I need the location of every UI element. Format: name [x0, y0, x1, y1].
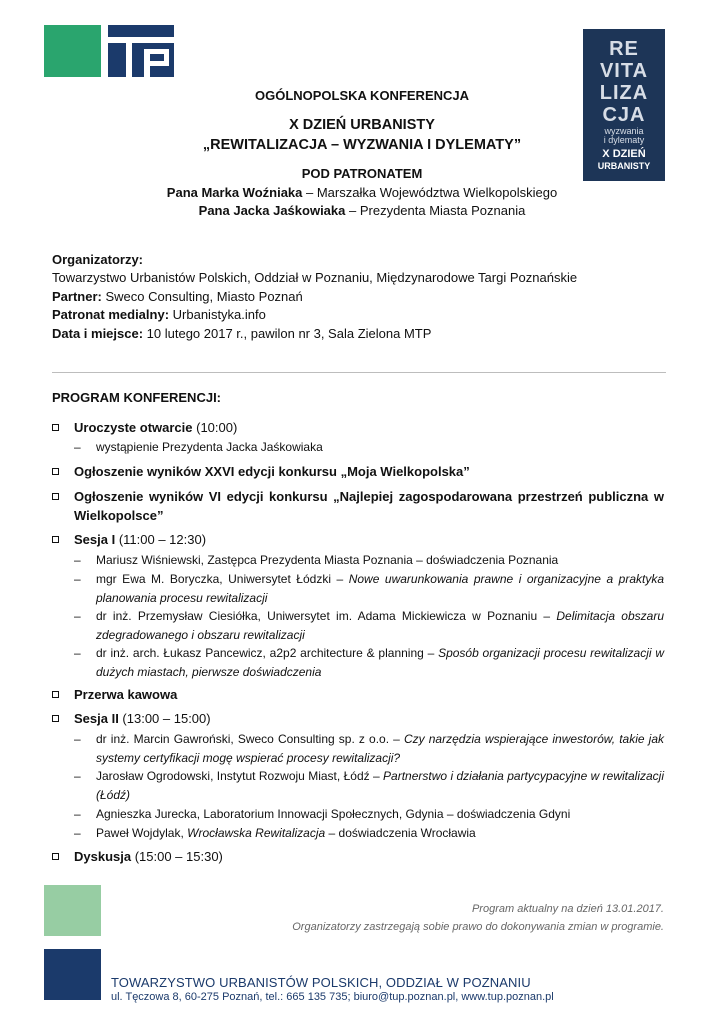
item-title: Sesja I: [74, 532, 116, 547]
changes-disclaimer: Organizatorzy zastrzegają sobie prawo do dokonywania zmian w programie.: [292, 921, 664, 933]
dash-bullet: –: [74, 646, 81, 660]
checkbox-bullet-icon: [52, 424, 59, 431]
talk-title: Delimitacja obszaru zdegradowanego i obszaru rewitalizacji: [96, 609, 664, 642]
program-item: [52, 709, 664, 728]
talk-title: Partnerstwo i działania partycypacyjne w rewitalizacji (Łódź): [96, 769, 665, 802]
patron-role: – Marszałka Województwa Wielkopolskiego: [302, 185, 558, 200]
organization-address: ul. Tęczowa 8, 60-275 Poznań, tel.: 665 135 735; biuro@tup.poznan.pl, www.tup.poznan.pl: [111, 991, 554, 1003]
poster-text: i dylematy: [603, 135, 645, 145]
sub-item: [74, 824, 664, 843]
program-item: [52, 487, 664, 525]
poster-text: RE: [609, 38, 639, 60]
patrons: [0, 184, 724, 220]
checkbox-bullet-icon: [52, 493, 59, 500]
sub-item: [74, 805, 664, 824]
item-time: (13:00 – 15:00): [118, 711, 211, 726]
sub-item-text: Agnieszka Jurecka, Laboratorium Innowacji Społecznych, Gdynia – doświadczenia Gdyni: [96, 807, 571, 821]
dash-bullet: –: [74, 572, 81, 586]
dash-bullet: –: [74, 440, 81, 454]
item-time: (15:00 – 15:30): [131, 849, 223, 864]
speaker: dr inż. Przemysław Ciesiółka, Uniwersytet im. Adama Mickiewicza w Poznaniu –: [96, 609, 557, 623]
media-value: Urbanistyka.info: [169, 307, 266, 323]
item-time: (10:00): [192, 420, 238, 435]
program-date-note: Program aktualny na dzień 13.01.2017.: [471, 903, 664, 915]
item-title: Dyskusja: [74, 849, 132, 864]
talk-title: Sposób organizacji procesu rewitalizacji w dużych miastach, pierwsze doświadczenia: [96, 646, 664, 679]
talk-title: Czy narzędzia wspierające inwestorów, takie jak systemy certyfikacji mogę wspierać procesy rewitalizacji?: [96, 732, 664, 765]
checkbox-bullet-icon: [52, 536, 59, 543]
footer-green-block: [44, 885, 101, 936]
organizers-value: Towarzystwo Urbanistów Polskich, Oddział w Poznaniu, Międzynarodowe Targi Poznańskie: [52, 270, 578, 286]
item-time: (11:00 – 12:30): [115, 532, 207, 547]
item-title: Ogłoszenie wyników XXVI edycji konkursu „Moja Wielkopolska”: [74, 464, 470, 479]
conference-title-line: X DZIEŃ URBANISTY: [289, 117, 435, 133]
dash-bullet: –: [74, 609, 81, 623]
sub-item: [74, 570, 664, 607]
partner-value: Sweco Consulting, Miasto Poznań: [101, 288, 303, 304]
sub-item: [74, 438, 664, 457]
patron-role: – Prezydenta Miasta Poznania: [345, 203, 526, 218]
speaker: Paweł Wojdylak,: [96, 826, 188, 840]
footer-blue-block: [44, 949, 101, 1000]
conference-title-line: „REWITALIZACJA – WYZWANIA I DYLEMATY”: [202, 137, 522, 153]
talk-title: Nowe uwarunkowania prawne i organizacyjne a praktyka planowania procesu rewitalizacji: [96, 572, 664, 605]
dash-bullet: –: [74, 826, 81, 840]
sub-item: [74, 730, 664, 767]
dash-bullet: –: [74, 553, 81, 567]
partner-label: Partner:: [52, 288, 102, 304]
talk-title: Wrocławska Rewitalizacja: [187, 826, 326, 840]
program-item: [52, 847, 664, 866]
program-item: [52, 462, 664, 481]
conference-info: [52, 251, 672, 343]
checkbox-bullet-icon: [52, 691, 59, 698]
date-label: Data i miejsce:: [52, 325, 144, 341]
program-item: [52, 685, 664, 704]
patron-name: Pana Jacka Jaśkowiaka: [198, 203, 346, 218]
poster-text: X DZIEŃ: [602, 148, 646, 160]
dash-bullet: –: [74, 769, 81, 783]
logo-green-block: [44, 25, 101, 77]
sub-item-text: wystąpienie Prezydenta Jacka Jaśkowiaka: [96, 440, 323, 454]
talk-tail: – doświadczenia Wrocławia: [325, 826, 476, 840]
conference-type: OGÓLNOPOLSKA KONFERENCJA: [254, 88, 470, 103]
sub-item: [74, 767, 664, 804]
date-value: 10 lutego 2017 r., pawilon nr 3, Sala Zielona MTP: [143, 325, 432, 341]
sub-item: [74, 607, 664, 644]
poster-text: wyzwania: [604, 126, 644, 136]
poster-text: LIZA: [599, 82, 649, 104]
item-title: Sesja II: [74, 711, 119, 726]
divider: [52, 372, 666, 373]
patron-name: Pana Marka Woźniaka: [166, 185, 303, 200]
dash-bullet: –: [74, 732, 81, 746]
poster-text: URBANISTY: [597, 161, 651, 171]
patronage-heading: POD PATRONATEM: [301, 166, 423, 181]
tup-logo: [108, 25, 174, 77]
speaker: dr inż. Marcin Gawroński, Sweco Consulting sp. z o.o. –: [96, 732, 404, 746]
sub-item: [74, 551, 664, 570]
item-title: Ogłoszenie wyników VI edycji konkursu „Najlepiej zagospodarowana przestrzeń publiczna w Wielkopolsce”: [74, 489, 664, 523]
checkbox-bullet-icon: [52, 715, 59, 722]
sub-item-text: Mariusz Wiśniewski, Zastępca Prezydenta Miasta Poznania – doświadczenia Poznania: [96, 553, 559, 567]
media-label: Patronat medialny:: [52, 307, 170, 323]
checkbox-bullet-icon: [52, 853, 59, 860]
checkbox-bullet-icon: [52, 468, 59, 475]
dash-bullet: –: [74, 807, 81, 821]
speaker: dr inż. arch. Łukasz Pancewicz, a2p2 architecture & planning –: [96, 646, 439, 660]
conference-title: [0, 115, 724, 155]
program-item: [52, 530, 664, 549]
program-item: [52, 418, 664, 437]
organization-name: TOWARZYSTWO URBANISTÓW POLSKICH, ODDZIAŁ W POZNANIU: [111, 975, 531, 990]
program-title: PROGRAM KONFERENCJI:: [52, 390, 222, 405]
poster-text: CJA: [602, 104, 646, 126]
conference-poster: [583, 29, 665, 181]
speaker: Jarosław Ogrodowski, Instytut Rozwoju Miast, Łódź –: [96, 769, 384, 783]
speaker: mgr Ewa M. Boryczka, Uniwersytet Łódzki –: [96, 572, 349, 586]
poster-text: VITA: [599, 60, 649, 82]
item-title: Uroczyste otwarcie: [74, 420, 193, 435]
organizers-label: Organizatorzy:: [52, 252, 144, 267]
item-title: Przerwa kawowa: [74, 687, 178, 702]
sub-item: [74, 644, 664, 681]
